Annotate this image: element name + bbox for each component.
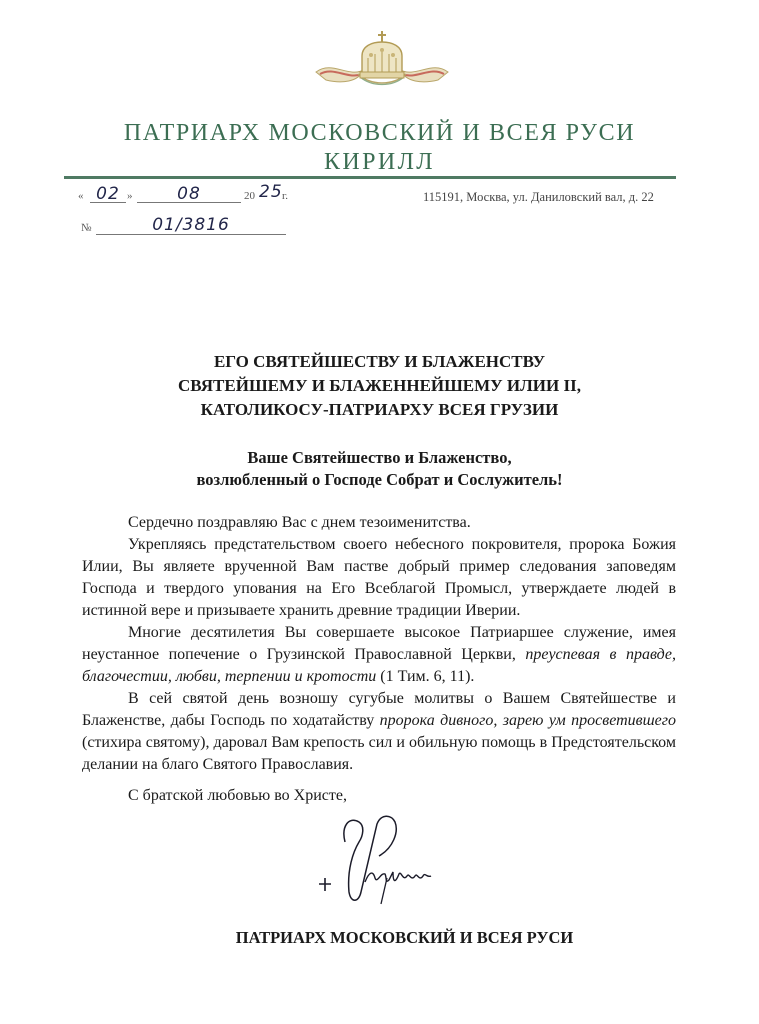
scripture-quote: преуспевая в правде, благочестии, любви, терпении и кротости	[82, 646, 677, 685]
date-year-unit: г.	[282, 190, 289, 202]
addressee-block	[0, 350, 759, 422]
addressee-line: СВЯТЕЙШЕМУ И БЛАЖЕННЕЙШЕМУ ИЛИИ II,	[178, 376, 581, 395]
salutation-line: возлюбленный о Господе Собрат и Сослужитель!	[196, 470, 563, 489]
date-quote-close: »	[127, 190, 133, 202]
paragraph-text: Многие десятилетия Вы совершаете высокое Патриаршее служение, имея неустанное попечение о Грузинской Православной Церкви,	[82, 624, 676, 663]
patriarchal-crown-emblem-icon	[312, 30, 452, 92]
date-year-prefix: 20	[244, 190, 255, 202]
letterhead-divider	[64, 176, 676, 179]
addressee-line: ЕГО СВЯТЕЙШЕСТВУ И БЛАЖЕНСТВУ	[213, 352, 546, 371]
document-number-field: 01/3816	[96, 215, 286, 235]
date-year-field: 25	[259, 182, 283, 202]
salutation-line: Ваше Святейшество и Блаженство,	[247, 448, 512, 467]
date-quote-open: «	[78, 190, 84, 202]
paragraph-text: (стихира святому), даровал Вам крепость сил и обильную помощь в Предстоятельском делании на благо Святого Православия.	[82, 734, 676, 773]
paragraph-text: (1 Тим. 6, 11).	[376, 668, 475, 685]
signatory-title: ПАТРИАРХ МОСКОВСКИЙ И ВСЕЯ РУСИ	[235, 928, 574, 947]
salutation-block	[0, 447, 759, 491]
addressee-line: КАТОЛИКОСУ-ПАТРИАРХУ ВСЕЯ ГРУЗИИ	[200, 400, 559, 419]
body-paragraph: Укрепляясь предстательством своего небесного покровителя, пророка Божия Илии, Вы являете врученной Вам пастве добрый пример следования заповедям Господа и твердого упования на Его Всеблагой Промысл, утверждаете людей в истинной вере и призываете хранить древние традиции Иверии.	[82, 536, 676, 619]
handwritten-signature-icon	[315, 812, 465, 912]
paragraph-text: В сей святой день возношу сугубые молитвы о Вашем Святейшестве и Блаженстве, дабы Господь по ходатайству	[82, 690, 676, 729]
date-day-field: 02	[90, 184, 126, 203]
closing-phrase: С братской любовью во Христе,	[128, 787, 347, 804]
body-paragraph	[82, 688, 676, 776]
sender-address: 115191, Москва, ул. Даниловский вал, д. 22	[423, 190, 654, 204]
body-paragraph: Сердечно поздравляю Вас с днем тезоименитства.	[128, 514, 471, 531]
letterhead-name: КИРИЛЛ	[324, 149, 435, 175]
letter-body	[82, 512, 676, 776]
letterhead-title: ПАТРИАРХ МОСКОВСКИЙ И ВСЕЯ РУСИ	[123, 120, 636, 146]
body-paragraph	[82, 622, 676, 688]
document-number-label: №	[81, 222, 92, 234]
date-month-field: 08	[137, 184, 241, 203]
hymn-quote: пророка дивного, зарею ум просветившего	[379, 712, 677, 729]
